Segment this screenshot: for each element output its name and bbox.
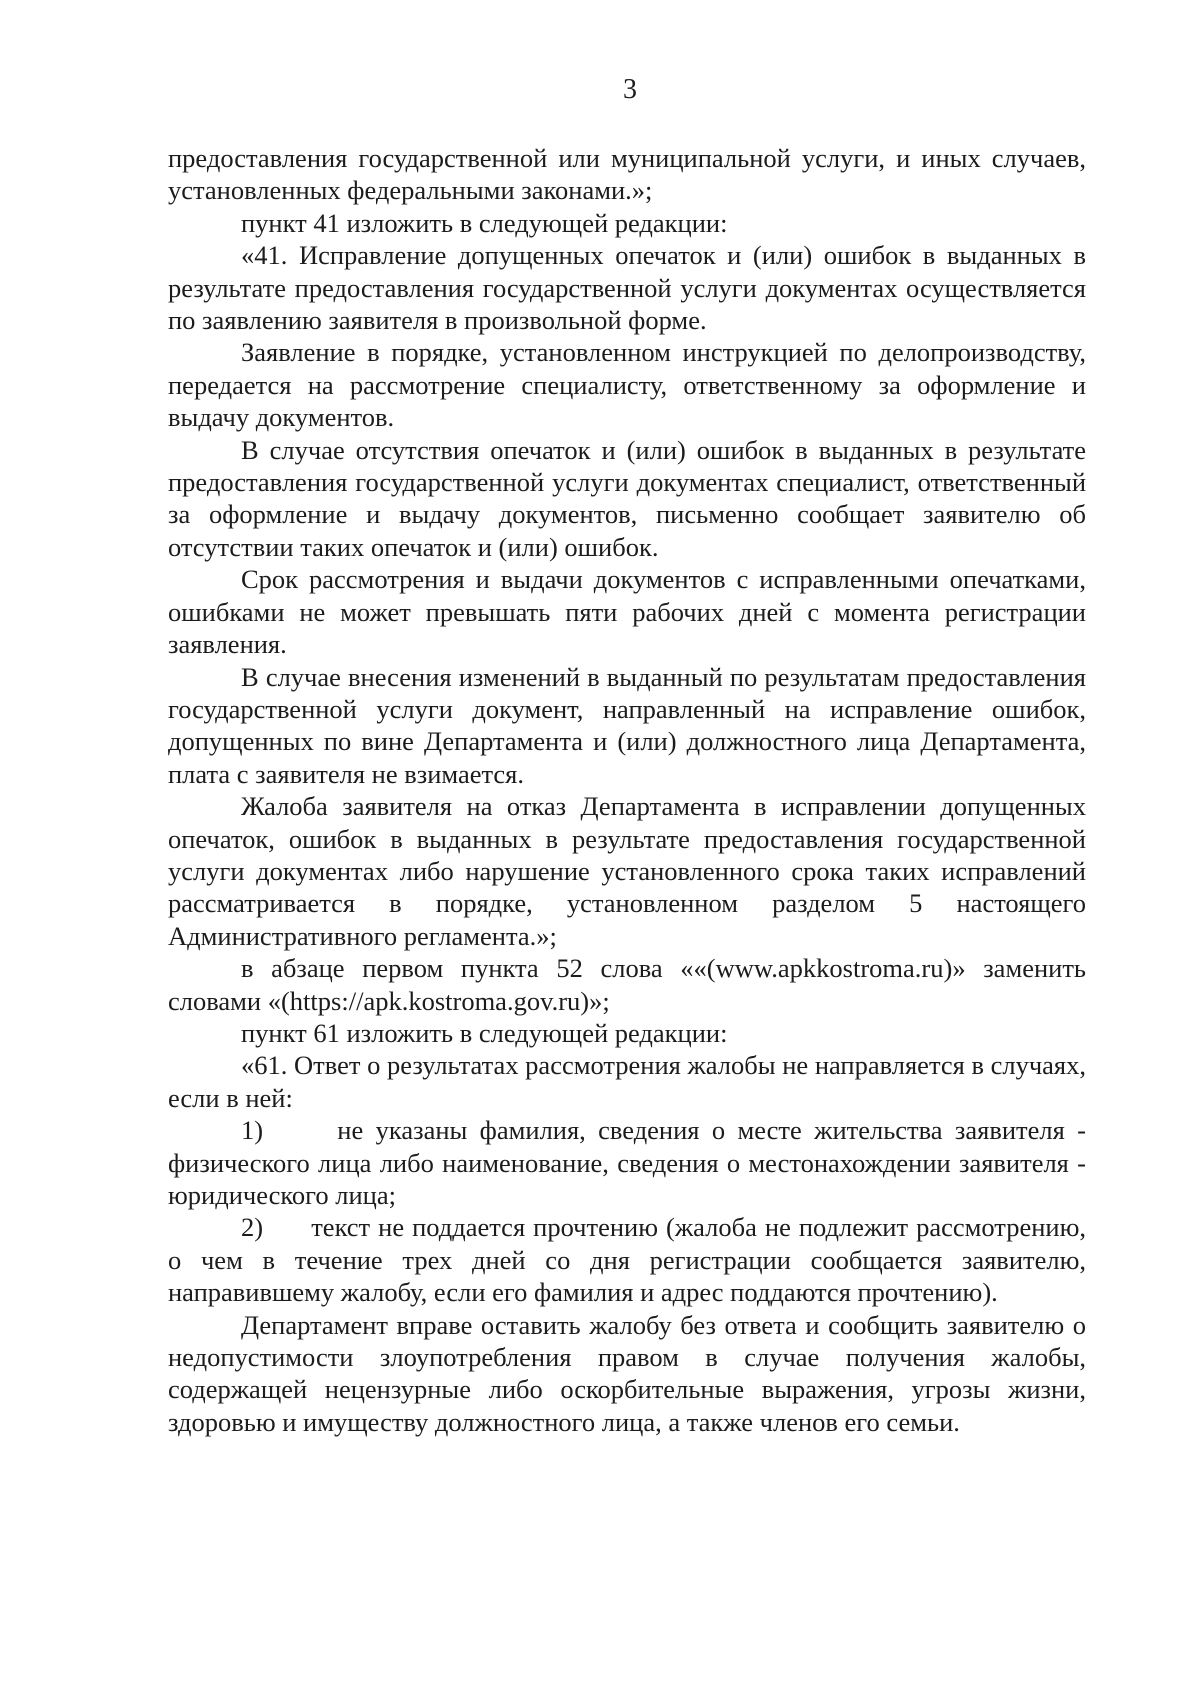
paragraph-term: Срок рассмотрения и выдачи документов с исправленными опечатками, ошибками не может превышать пяти рабочих дней с момента регистрации заявления. — [168, 564, 1086, 660]
paragraph-item-41: «41. Исправление допущенных опечаток и (или) ошибок в выданных в результате предоставления государственной услуги документах осуществляется по заявлению заявителя в произвольной форме. — [168, 240, 1086, 336]
paragraph-continuation: предоставления государственной или муниципальной услуги, и иных случаев, установленных федеральными законами.»; — [168, 143, 1086, 206]
paragraph-department-right: Департамент вправе оставить жалобу без ответа и сообщить заявителю о недопустимости злоупотребления правом в случае получения жалобы, содержащей нецензурные либо оскорбительные выражения, угрозы жизни, здоровью и имуществу должностного лица, а также членов его семьи. — [168, 1309, 1086, 1437]
list-item-2: 2) текст не поддается прочтению (жалоба не подлежит рассмотрению, о чем в течение трех дней со дня регистрации сообщается заявителю, направившему жалобу, если его фамилия и адрес поддаются прочтению). — [168, 1212, 1093, 1308]
paragraph-no-fee: В случае внесения изменений в выданный по результатам предоставления государственной услуги документ, направленный на исправление ошибок, допущенных по вине Департамента и (или) должностного лица Департамента, плата с заявителя не взимается. — [168, 661, 1086, 789]
paragraph-application-procedure: Заявление в порядке, установленном инструкцией по делопроизводству, передается на рассмотрение специалисту, ответственному за оформление и выдачу документов. — [168, 337, 1086, 433]
paragraph-complaint: Жалоба заявителя на отказ Департамента в исправлении допущенных опечаток, ошибок в выданных в результате предоставления государственной услуги документах либо нарушение установленного срока таких исправлений рассматривается в порядке, установленном разделом 5 настоящего Административного регламента.»; — [168, 791, 1086, 951]
page-number: 3 — [623, 74, 637, 105]
paragraph-no-errors-case: В случае отсутствия опечаток и (или) ошибок в выданных в результате предоставления государственной услуги документах специалист, ответственный за оформление и выдачу документов, письменно сообщает заявителю об отсутствии таких опечаток и (или) ошибок. — [168, 434, 1086, 562]
list-item-1: 1) не указаны фамилия, сведения о месте жительства заявителя - физического лица либо наименование, сведения о местонахождении заявителя - юридического лица; — [168, 1115, 1093, 1210]
paragraph-item-52: в абзаце первом пункта 52 слова ««(www.apkkostroma.ru)» заменить словами «(https://apk.kostroma.gov.ru)»; — [168, 953, 1086, 1016]
paragraph-amend-item-41: пункт 41 изложить в следующей редакции: — [241, 207, 728, 238]
paragraph-amend-item-61: пункт 61 изложить в следующей редакции: — [241, 1017, 728, 1048]
paragraph-item-61: «61. Ответ о результатах рассмотрения жалобы не направляется в случаях, если в ней: — [168, 1050, 1086, 1113]
document-body — [168, 142, 1093, 1438]
